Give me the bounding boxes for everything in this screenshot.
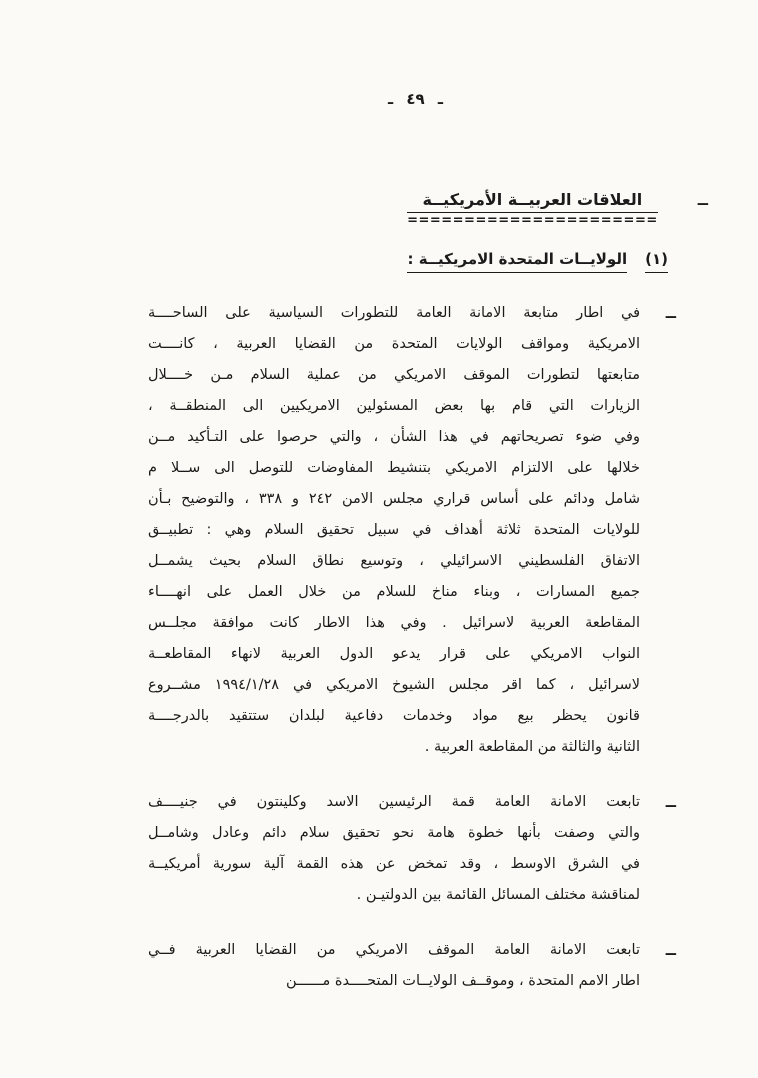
- text-line: في الشرق الاوسط ، وقد تمخض عن هذه القمة آلية سورية أمريكيــة: [148, 856, 640, 872]
- text-line: الاتفاق الفلسطيني الاسرائيلي ، وتوسيع نطاق السلام بحيث يشمــل: [148, 553, 640, 569]
- text-line: متابعتها لتطورات الموقف الامريكي من عملية السلام مـن خــــلال: [148, 367, 640, 383]
- text-line: للولايات المتحدة ثلاثة أهداف في سبيل تحقيق السلام وهي : تطبيــق: [148, 522, 640, 538]
- section-number: (١): [645, 250, 668, 273]
- paragraph: [148, 787, 676, 911]
- text-line: الثانية والثالثة من المقاطعة العربية .: [424, 739, 640, 755]
- text-line: جميع المسارات ، وبناء مناخ للسلام من خلال العمل على انهــــاء: [148, 584, 640, 600]
- text-line: اطار الامم المتحدة ، وموقــف الولايــات المتحــــدة مــــــن: [286, 973, 640, 989]
- paragraph: [148, 935, 676, 997]
- text-line: خلالها على الالتزام الامريكي بتنشيط المفاوضات للتوصل الى ســلا م: [148, 460, 640, 476]
- text-line: النواب الامريكي على قرار يدعو الدول العربية لانهاء المقاطعــة: [148, 646, 640, 662]
- title-underline: ======================: [407, 213, 658, 228]
- section-heading: [407, 250, 668, 273]
- text-line: الزيارات التي قام بها بعض المسئولين الامريكيين الى المنطقــة ،: [148, 398, 640, 414]
- text-line: في اطار متابعة الامانة العامة للتطورات السياسية على الساحــــة: [148, 305, 640, 321]
- text-line: لاسرائيل ، كما اقر مجلس الشيوخ الامريكي في ١٩٩٤/١/٢٨ مشــروع: [148, 677, 640, 693]
- dash-marker: ــ: [665, 793, 676, 811]
- text-line: شامل ودائم على أساس قراري مجلس الامن ٢٤٢ و ٣٣٨ ، والتوضيح بـأن: [148, 491, 640, 507]
- title-block: [407, 190, 708, 227]
- dash-marker: ــ: [665, 304, 676, 322]
- text-line: الامريكية ومواقف الولايات المتحدة من القضايا العربية ، كانــــت: [148, 336, 640, 352]
- dash-marker: ــ: [697, 191, 708, 209]
- text-line: المقاطعة العربية لاسرائيل . وفي هذا الاطار كانت موافقة مجلــس: [148, 615, 640, 631]
- text-line: قانون يحظر بيع مواد وخدمات دفاعية لبلدان ستتقيد بالدرجــــة: [148, 708, 640, 724]
- section-title: الولايــات المتحدة الامريكيــة :: [407, 250, 627, 273]
- text-line: تابعت الامانة العامة قمة الرئيسين الاسد وكلينتون في جنيــــف: [148, 794, 640, 810]
- document-title-wrap: [407, 190, 658, 227]
- text-line: لمناقشة مختلف المسائل القائمة بين الدولتيـن .: [356, 887, 640, 903]
- dash-marker: ــ: [665, 941, 676, 959]
- page-number: ـ ٤٩ ـ: [387, 90, 443, 108]
- text-line: والتي وصفت بأنها خطوة هامة نحو تحقيق سلام دائم وعادل وشامــل: [148, 825, 640, 841]
- document-body: [148, 298, 676, 997]
- text-line: وفي ضوء تصريحاتهم في هذا الشأن ، والتي حرصوا على التـأكيد مــن: [148, 429, 640, 445]
- text-line: تابعت الامانة العامة الموقف الامريكي من القضايا العربية فــي: [148, 942, 640, 958]
- document-title: العلاقات العربيــة الأمريكيــة: [407, 190, 658, 213]
- paragraph: [148, 298, 676, 763]
